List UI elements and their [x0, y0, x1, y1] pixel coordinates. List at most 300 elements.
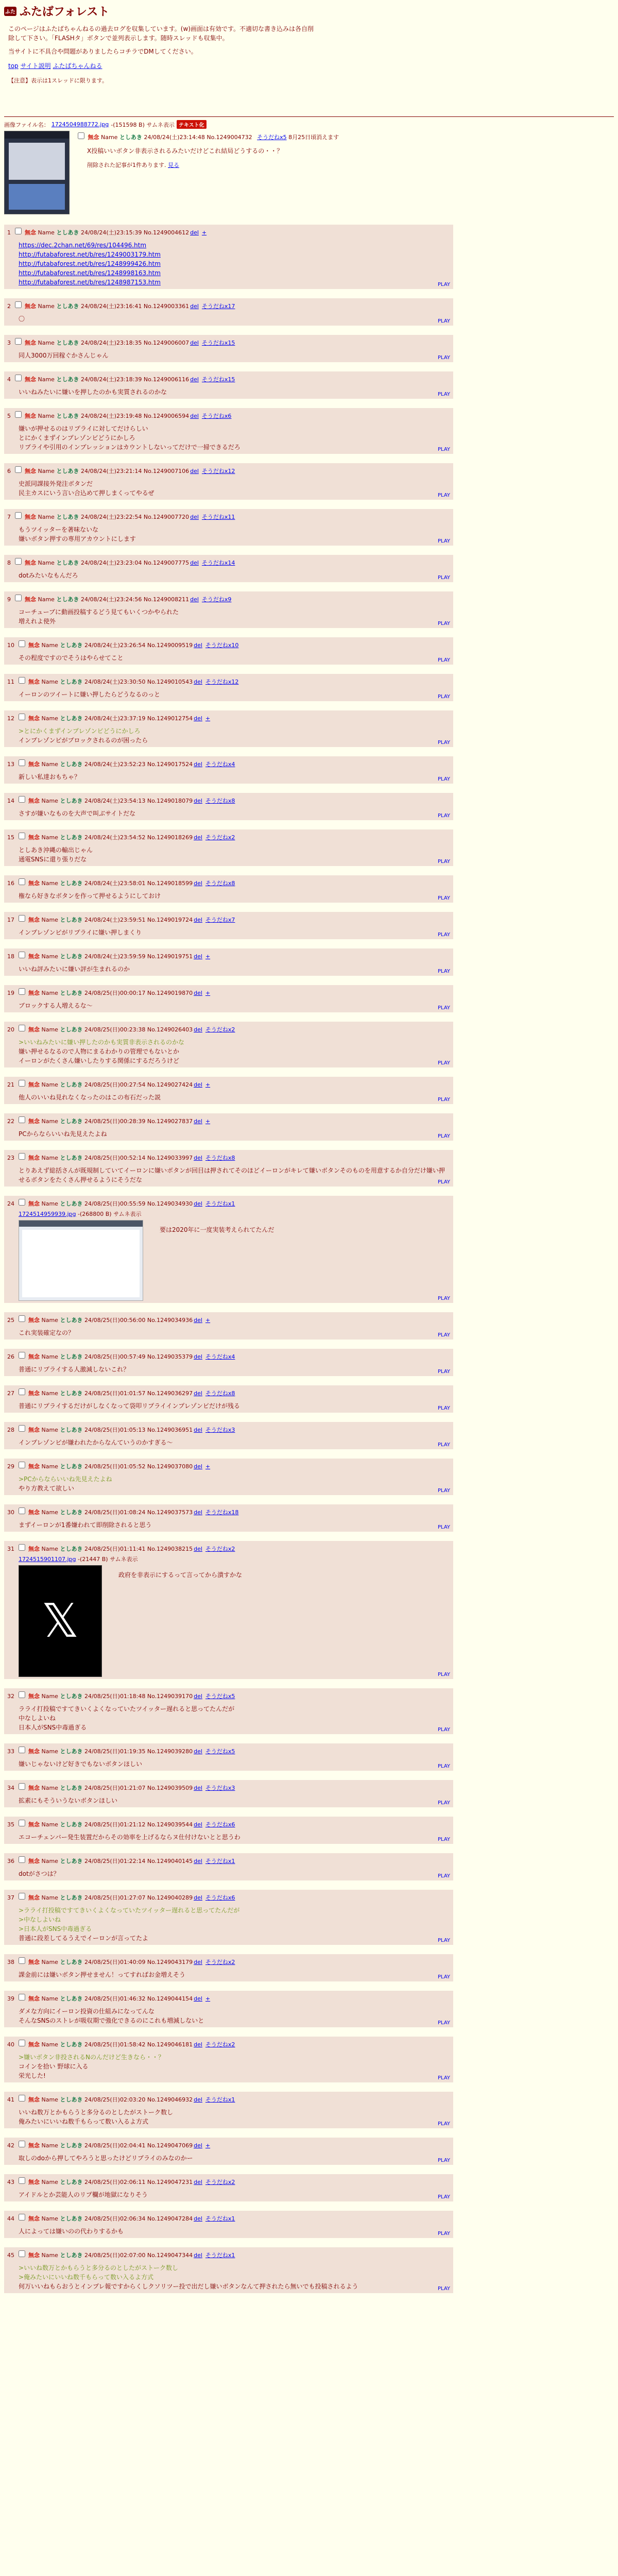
reply-select-checkbox[interactable]: [19, 2095, 25, 2102]
reply-del-link[interactable]: del: [194, 1427, 202, 1433]
site-brand[interactable]: [4, 3, 614, 19]
reply-text: 嫌いじゃないけど好きでもないボタンほしい: [19, 1760, 143, 1768]
reply-del-link[interactable]: del: [194, 2096, 202, 2103]
reply-text: 何万いいねもらおうとインプレ報ですからくしクソリツー投で出だし嫌いボタンなんて押されたら無いでも投稿されるよう: [19, 2283, 358, 2290]
reply-select-checkbox[interactable]: [15, 558, 22, 565]
reply-del-link[interactable]: del: [190, 376, 199, 383]
reply-index: 16: [7, 880, 14, 887]
x-logo-thumbnail[interactable]: 𝕏: [19, 1565, 102, 1677]
reply-del-link[interactable]: del: [194, 1995, 202, 2002]
reply-sodane-button[interactable]: そうだねx8: [205, 1390, 235, 1397]
reply-select-checkbox[interactable]: [19, 1315, 25, 1322]
reply-date: 24/08/24(土)23:23:04: [80, 560, 142, 566]
reply-header: [7, 511, 450, 521]
reply-del-link[interactable]: del: [190, 229, 199, 236]
reply-del-link[interactable]: del: [194, 1317, 202, 1324]
reply-play-link[interactable]: PLAY: [437, 318, 450, 324]
reply-sodane-button[interactable]: そうだねx2: [205, 1026, 235, 1033]
reply-index: 41: [7, 2096, 14, 2103]
reply-index: 21: [7, 1081, 14, 1088]
reply-author: としあき: [60, 1118, 83, 1125]
reply-play-link[interactable]: PLAY: [437, 2231, 450, 2236]
reply-play-link[interactable]: PLAY: [437, 575, 450, 581]
reply-sodane-button[interactable]: そうだねx2: [205, 1546, 235, 1552]
reply-play-link[interactable]: PLAY: [437, 1296, 450, 1301]
reply-select-checkbox[interactable]: [19, 1462, 25, 1468]
reply-play-link[interactable]: PLAY: [437, 1405, 450, 1411]
reply-post: [4, 335, 453, 362]
reply-del-link[interactable]: del: [190, 560, 199, 566]
reply-number: No.1249018269: [147, 834, 193, 841]
reply-play-link[interactable]: PLAY: [437, 493, 450, 498]
reply-header: [7, 300, 450, 310]
reply-sodane-button[interactable]: そうだねx1: [205, 1858, 235, 1865]
reply-index: 38: [7, 1959, 14, 1965]
reply-sodane-button[interactable]: そうだねx2: [205, 1959, 235, 1965]
text-mode-badge[interactable]: テキスト化: [177, 120, 207, 129]
reply-del-link[interactable]: del: [194, 1200, 202, 1207]
reply-number: No.1249035379: [147, 1353, 193, 1360]
reply-sodane-button[interactable]: そうだねx1: [205, 1200, 235, 1207]
reply-select-checkbox[interactable]: [19, 952, 25, 958]
reply-date: 24/08/25(日)01:21:12: [84, 1821, 146, 1828]
reply-sodane-button[interactable]: そうだねx8: [205, 1155, 235, 1161]
reply-del-link[interactable]: del: [194, 679, 202, 685]
thumb-bar: [19, 1221, 143, 1227]
reply-name-label: Name: [41, 2252, 58, 2259]
reply-sodane-button[interactable]: そうだねx9: [201, 596, 232, 603]
reply-select-checkbox[interactable]: [15, 411, 22, 418]
reply-post: [4, 2037, 453, 2082]
reply-sodane-button[interactable]: そうだねx1: [205, 2215, 235, 2222]
reply-del-link[interactable]: del: [194, 798, 202, 804]
reply-post: [4, 912, 453, 939]
reply-url-link[interactable]: http://futabaforest.net/b/res/1248998163.htm: [19, 269, 161, 277]
reply-index: 32: [7, 1693, 14, 1700]
reply-post: [4, 1780, 453, 1807]
reply-play-link[interactable]: PLAY: [437, 1369, 450, 1375]
reply-select-checkbox[interactable]: [19, 1957, 25, 1964]
reply-play-link[interactable]: PLAY: [437, 1764, 450, 1769]
reply-play-link[interactable]: PLAY: [437, 2075, 450, 2081]
reply-subject: 無念: [28, 1785, 40, 1791]
reply-index: 40: [7, 2041, 14, 2048]
reply-del-link[interactable]: del: [190, 303, 199, 310]
reply-select-checkbox[interactable]: [19, 1425, 25, 1432]
reply-sodane-button[interactable]: そうだねx4: [205, 1353, 235, 1360]
reply-play-link[interactable]: PLAY: [437, 355, 450, 361]
reply-index: 23: [7, 1155, 14, 1161]
reply-sodane-button[interactable]: +: [205, 715, 211, 722]
reply-name-label: Name: [41, 1821, 58, 1828]
reply-del-link[interactable]: del: [194, 2179, 202, 2185]
reply-text: 権なら好きなボタンを作って押せるようにしておけ: [19, 892, 161, 900]
reply-author: としあき: [60, 2179, 83, 2185]
reply-play-link[interactable]: PLAY: [437, 282, 450, 287]
reply-sodane-button[interactable]: +: [205, 1081, 211, 1088]
reply-post: [4, 829, 453, 866]
reply-play-link[interactable]: PLAY: [437, 859, 450, 865]
reply-select-checkbox[interactable]: [15, 375, 22, 381]
reply-name-label: Name: [41, 798, 58, 804]
reply-play-link[interactable]: PLAY: [437, 657, 450, 663]
reply-sodane-button[interactable]: そうだねx17: [201, 303, 235, 310]
reply-select-checkbox[interactable]: [15, 228, 22, 234]
reply-number: No.1249034930: [147, 1200, 193, 1207]
reply-sodane-button[interactable]: そうだねx12: [201, 468, 235, 474]
reply-name-label: Name: [41, 1200, 58, 1207]
reply-number: No.1249027837: [147, 1118, 193, 1125]
reply-date: 24/08/24(土)23:24:56: [80, 596, 142, 603]
reply-play-link[interactable]: PLAY: [437, 1800, 450, 1806]
reply-play-link[interactable]: PLAY: [437, 1873, 450, 1879]
reply-play-link[interactable]: PLAY: [437, 538, 450, 544]
op-deleted-view-link[interactable]: 見る: [168, 162, 179, 168]
reply-url-link[interactable]: http://futabaforest.net/b/res/1248987153.htm: [19, 279, 161, 286]
reply-author: としあき: [56, 560, 79, 566]
reply-play-link[interactable]: PLAY: [437, 1672, 450, 1677]
reply-sodane-button[interactable]: +: [205, 953, 211, 960]
reply-url-link[interactable]: https://dec.2chan.net/69/res/104496.htm: [19, 242, 147, 249]
reply-date: 24/08/24(土)23:52:23: [84, 761, 146, 768]
reply-del-link[interactable]: del: [190, 514, 199, 520]
reply-del-link[interactable]: del: [194, 834, 202, 841]
reply-sodane-button[interactable]: そうだねx2: [205, 2041, 235, 2048]
reply-select-checkbox[interactable]: [19, 878, 25, 885]
reply-del-link[interactable]: del: [194, 1785, 202, 1791]
reply-del-link[interactable]: del: [190, 596, 199, 603]
reply-select-checkbox[interactable]: [19, 915, 25, 922]
reply-select-checkbox[interactable]: [19, 1856, 25, 1863]
op-select-checkbox[interactable]: [78, 132, 84, 139]
reply-select-checkbox[interactable]: [19, 2141, 25, 2147]
reply-del-link[interactable]: del: [194, 880, 202, 887]
reply-play-link[interactable]: PLAY: [437, 1974, 450, 1980]
reply-post: [4, 1077, 453, 1104]
reply-sodane-button[interactable]: +: [205, 2142, 211, 2149]
nav-futaba-link[interactable]: ふたばちゃんねる: [53, 62, 102, 70]
reply-select-checkbox[interactable]: [19, 2177, 25, 2184]
reply-subject: 無念: [28, 1200, 40, 1207]
reply-del-link[interactable]: del: [194, 1748, 202, 1755]
reply-play-link[interactable]: PLAY: [437, 1005, 450, 1011]
reply-subject: 無念: [25, 303, 36, 310]
reply-del-link[interactable]: del: [194, 1894, 202, 1901]
reply-text: もうツイッターを著味ないな 嫌いボタン押すの専用アカウントにします: [19, 526, 136, 543]
reply-post: [4, 674, 453, 701]
reply-play-link[interactable]: PLAY: [437, 813, 450, 819]
nav-top-link[interactable]: top: [8, 62, 19, 70]
reply-sodane-button[interactable]: +: [201, 229, 207, 236]
reply-select-checkbox[interactable]: [19, 1691, 25, 1698]
reply-subject: 無念: [28, 715, 40, 722]
reply-select-checkbox[interactable]: [19, 1153, 25, 1160]
reply-sodane-button[interactable]: そうだねx4: [205, 761, 235, 768]
reply-sodane-button[interactable]: そうだねx6: [201, 413, 232, 419]
reply-play-link[interactable]: PLAY: [437, 2158, 450, 2163]
reply-url-link[interactable]: http://futabaforest.net/b/res/1248999426.htm: [19, 260, 161, 267]
reply-number: No.1249009519: [147, 642, 193, 649]
reply-number: No.1249006594: [143, 413, 190, 419]
reply-play-link[interactable]: PLAY: [437, 776, 450, 782]
reply-del-link[interactable]: del: [194, 1353, 202, 1360]
reply-subject: 無念: [28, 1821, 40, 1828]
reply-sodane-button[interactable]: そうだねx1: [205, 2252, 235, 2259]
reply-author: としあき: [60, 2252, 83, 2259]
reply-select-checkbox[interactable]: [19, 677, 25, 684]
reply-select-checkbox[interactable]: [19, 1199, 25, 1206]
reply-select-checkbox[interactable]: [19, 1783, 25, 1790]
reply-select-checkbox[interactable]: [19, 2040, 25, 2046]
reply-author: としあき: [60, 1785, 83, 1791]
reply-text: その程度ですのでそうはやらせてこと: [19, 654, 124, 662]
reply-play-link[interactable]: PLAY: [437, 2286, 450, 2292]
reply-select-checkbox[interactable]: [19, 1747, 25, 1753]
reply-header: [7, 1818, 450, 1828]
reply-number: No.1249007775: [143, 560, 190, 566]
reply-del-link[interactable]: del: [194, 990, 202, 996]
reply-play-link[interactable]: PLAY: [437, 1488, 450, 1494]
reply-del-link[interactable]: del: [194, 1026, 202, 1033]
reply-play-link[interactable]: PLAY: [437, 1060, 450, 1066]
reply-del-link[interactable]: del: [194, 2142, 202, 2149]
reply-select-checkbox[interactable]: [19, 1820, 25, 1826]
reply-select-checkbox[interactable]: [15, 466, 22, 473]
reply-del-link[interactable]: del: [194, 1509, 202, 1516]
reply-sodane-button[interactable]: そうだねx11: [201, 514, 235, 520]
reply-header: [7, 1506, 450, 1516]
reply-name-label: Name: [41, 990, 58, 996]
reply-name-label: Name: [41, 1748, 58, 1755]
reply-sodane-button[interactable]: そうだねx2: [205, 2179, 235, 2185]
reply-index: 13: [7, 761, 14, 768]
reply-select-checkbox[interactable]: [15, 595, 22, 601]
reply-play-link[interactable]: PLAY: [437, 447, 450, 452]
reply-del-link[interactable]: del: [194, 1546, 202, 1552]
reply-select-checkbox[interactable]: [19, 1080, 25, 1087]
reply-sodane-button[interactable]: そうだねx10: [205, 642, 239, 649]
reply-sodane-button[interactable]: +: [205, 1995, 211, 2002]
reply-del-link[interactable]: del: [194, 1118, 202, 1125]
reply-header: [7, 1782, 450, 1792]
reply-play-link[interactable]: PLAY: [437, 1837, 450, 1842]
reply-date: 24/08/25(日)00:23:38: [84, 1026, 146, 1033]
reply-select-checkbox[interactable]: [19, 1507, 25, 1514]
reply-select-checkbox[interactable]: [19, 1994, 25, 2001]
reply-select-checkbox[interactable]: [19, 2214, 25, 2221]
reply-select-checkbox[interactable]: [19, 714, 25, 720]
reply-index: 36: [7, 1858, 14, 1865]
reply-del-link[interactable]: del: [194, 1821, 202, 1828]
reply-sodane-button[interactable]: そうだねx3: [205, 1427, 235, 1433]
reply-play-link[interactable]: PLAY: [437, 895, 450, 901]
reply-subject: 無念: [28, 1427, 40, 1433]
reply-del-link[interactable]: del: [194, 761, 202, 768]
reply-file-link[interactable]: 1724514959939.jpg: [19, 1211, 76, 1217]
reply-sodane-button[interactable]: そうだねx5: [205, 1748, 235, 1755]
reply-sodane-button[interactable]: そうだねx14: [201, 560, 235, 566]
reply-play-link[interactable]: PLAY: [437, 1332, 450, 1338]
op-sodane-button[interactable]: そうだねx5: [257, 134, 287, 141]
reply-number: No.1249018599: [147, 880, 193, 887]
reply-sodane-button[interactable]: そうだねx15: [201, 376, 235, 383]
reply-play-link[interactable]: PLAY: [437, 1179, 450, 1185]
reply-del-link[interactable]: del: [194, 1390, 202, 1397]
reply-subject: 無念: [25, 340, 36, 346]
reply-sodane-button[interactable]: そうだねx12: [205, 679, 239, 685]
reply-select-checkbox[interactable]: [19, 988, 25, 995]
reply-sodane-button[interactable]: +: [205, 990, 211, 996]
reply-select-checkbox[interactable]: [15, 338, 22, 345]
reply-number: No.1249037573: [147, 1509, 193, 1516]
reply-post: [4, 1113, 453, 1141]
reply-index: 33: [7, 1748, 14, 1755]
reply-play-link[interactable]: PLAY: [437, 694, 450, 700]
tweet-screenshot-thumbnail[interactable]: [19, 1220, 143, 1301]
reply-play-link[interactable]: PLAY: [437, 1097, 450, 1103]
reply-author: としあき: [60, 1748, 83, 1755]
reply-sodane-button[interactable]: +: [205, 1118, 211, 1125]
reply-text: コーチューブに動画投稿するどう見てもいくつかやられた 増えれよ使外: [19, 608, 179, 625]
reply-name-label: Name: [41, 1118, 58, 1125]
op-thumbnail-image[interactable]: [4, 131, 70, 214]
reply-play-link[interactable]: PLAY: [437, 1442, 450, 1448]
reply-play-link[interactable]: PLAY: [437, 2020, 450, 2026]
reply-file-link[interactable]: 1724515901107.jpg: [19, 1556, 76, 1563]
reply-subject: 無念: [28, 1026, 40, 1033]
op-file-link[interactable]: 1724504988772.jpg: [51, 121, 109, 128]
reply-del-link[interactable]: del: [194, 1858, 202, 1865]
reply-url-link[interactable]: http://futabaforest.net/b/res/1249003179.htm: [19, 251, 161, 258]
reply-date: 24/08/24(土)23:22:54: [80, 514, 142, 520]
reply-text: やり方教えて欲しい: [19, 1485, 75, 1492]
reply-del-link[interactable]: del: [190, 340, 199, 346]
reply-select-checkbox[interactable]: [19, 2250, 25, 2257]
reply-select-checkbox[interactable]: [19, 759, 25, 766]
reply-play-link[interactable]: PLAY: [437, 392, 450, 397]
reply-sodane-button[interactable]: そうだねx18: [205, 1509, 239, 1516]
reply-play-link[interactable]: PLAY: [437, 1524, 450, 1530]
reply-sodane-button[interactable]: そうだねx15: [201, 340, 235, 346]
reply-del-link[interactable]: del: [194, 642, 202, 649]
reply-sodane-button[interactable]: そうだねx1: [205, 2096, 235, 2103]
nav-about-link[interactable]: サイト説明: [20, 62, 51, 70]
reply-subject: 無念: [25, 468, 36, 474]
reply-date: 24/08/24(土)23:54:52: [84, 834, 146, 841]
reply-file-line: [19, 1210, 450, 1218]
reply-play-link[interactable]: PLAY: [437, 621, 450, 626]
reply-play-link[interactable]: PLAY: [437, 740, 450, 745]
reply-select-checkbox[interactable]: [19, 1388, 25, 1395]
reply-select-checkbox[interactable]: [19, 1544, 25, 1551]
reply-index: 12: [7, 715, 14, 722]
reply-sodane-button[interactable]: そうだねx8: [205, 798, 235, 804]
reply-subject: 無念: [28, 642, 40, 649]
reply-name-label: Name: [41, 1317, 58, 1324]
reply-del-link[interactable]: del: [194, 1081, 202, 1088]
reply-select-checkbox[interactable]: [19, 1116, 25, 1123]
reply-text: エコーチェンバー発生装置だからその効率を上げるならヌ仕付けないとと思うわ: [19, 1834, 241, 1841]
reply-select-checkbox[interactable]: [19, 833, 25, 839]
reply-sodane-button[interactable]: そうだねx8: [205, 880, 235, 887]
reply-name-label: Name: [41, 1546, 58, 1552]
reply-subject: 無念: [28, 1858, 40, 1865]
reply-del-link[interactable]: del: [194, 2252, 202, 2259]
reply-del-link[interactable]: del: [194, 1463, 202, 1470]
reply-text: さすが嫌いなものを大声で叫ぶサイトだな: [19, 810, 136, 817]
reply-text: 同人3000万回稼ぐかさんじゃん: [19, 352, 109, 359]
reply-name-label: Name: [38, 229, 55, 236]
reply-subject: 無念: [28, 2096, 40, 2103]
reply-play-link[interactable]: PLAY: [437, 932, 450, 938]
reply-play-link[interactable]: PLAY: [437, 1133, 450, 1139]
reply-text: アイドルとか芸能人のリプ欄が地獄になりそう: [19, 2191, 148, 2198]
reply-select-checkbox[interactable]: [19, 1893, 25, 1900]
reply-del-link[interactable]: del: [194, 2041, 202, 2048]
reply-header: [7, 675, 450, 686]
reply-del-link[interactable]: del: [194, 917, 202, 923]
reply-sodane-button[interactable]: そうだねx3: [205, 1785, 235, 1791]
reply-number: No.1249047069: [147, 2142, 193, 2149]
reply-select-checkbox[interactable]: [19, 796, 25, 803]
reply-play-link[interactable]: PLAY: [437, 2121, 450, 2127]
reply-sodane-button[interactable]: そうだねx7: [205, 917, 235, 923]
reply-select-checkbox[interactable]: [19, 640, 25, 647]
reply-del-link[interactable]: del: [194, 1959, 202, 1965]
reply-select-checkbox[interactable]: [19, 1352, 25, 1359]
reply-del-link[interactable]: del: [194, 1155, 202, 1161]
reply-subject: 無念: [28, 834, 40, 841]
reply-date: 24/08/25(日)02:04:41: [84, 2142, 146, 2149]
reply-sodane-button[interactable]: そうだねx6: [205, 1821, 235, 1828]
reply-sodane-button[interactable]: +: [205, 1463, 211, 1470]
reply-name-label: Name: [38, 468, 55, 474]
reply-post: [4, 1422, 453, 1449]
reply-sodane-button[interactable]: そうだねx5: [205, 1693, 235, 1700]
reply-del-link[interactable]: del: [194, 1693, 202, 1700]
reply-post: [4, 298, 453, 326]
reply-del-link[interactable]: del: [194, 2215, 202, 2222]
reply-play-link[interactable]: PLAY: [437, 1938, 450, 1943]
reply-select-checkbox[interactable]: [15, 512, 22, 519]
reply-del-link[interactable]: del: [190, 413, 199, 419]
reply-quote: >嫌いボタン非投されるNのんだけど生きなら・・？: [19, 2054, 165, 2061]
reply-del-link[interactable]: del: [194, 715, 202, 722]
reply-post: [4, 793, 453, 820]
reply-del-link[interactable]: del: [194, 953, 202, 960]
reply-del-link[interactable]: del: [190, 468, 199, 474]
reply-select-checkbox[interactable]: [15, 301, 22, 308]
reply-index: 14: [7, 798, 14, 804]
reply-name-label: Name: [41, 642, 58, 649]
reply-select-checkbox[interactable]: [19, 1025, 25, 1031]
reply-date: 24/08/25(日)00:55:59: [84, 1200, 146, 1207]
reply-subject: 無念: [28, 1509, 40, 1516]
reply-post: [4, 1688, 453, 1734]
reply-play-link[interactable]: PLAY: [437, 1727, 450, 1733]
reply-text: ダメな方向にイーロン投資の仕組みになってんな そんなSNSのストレが吸収期で強化できるのにこれも増減しないと: [19, 2008, 204, 2024]
reply-play-link[interactable]: PLAY: [437, 969, 450, 974]
reply-sodane-button[interactable]: そうだねx2: [205, 834, 235, 841]
reply-header: [7, 1855, 450, 1865]
reply-text: これ実装確定なの？: [19, 1329, 75, 1336]
reply-sodane-button[interactable]: そうだねx6: [205, 1894, 235, 1901]
reply-sodane-button[interactable]: +: [205, 1317, 211, 1324]
reply-index: 2: [7, 303, 11, 310]
reply-subject: 無念: [28, 2142, 40, 2149]
reply-play-link[interactable]: PLAY: [437, 2194, 450, 2200]
reply-subject: 無念: [28, 1317, 40, 1324]
